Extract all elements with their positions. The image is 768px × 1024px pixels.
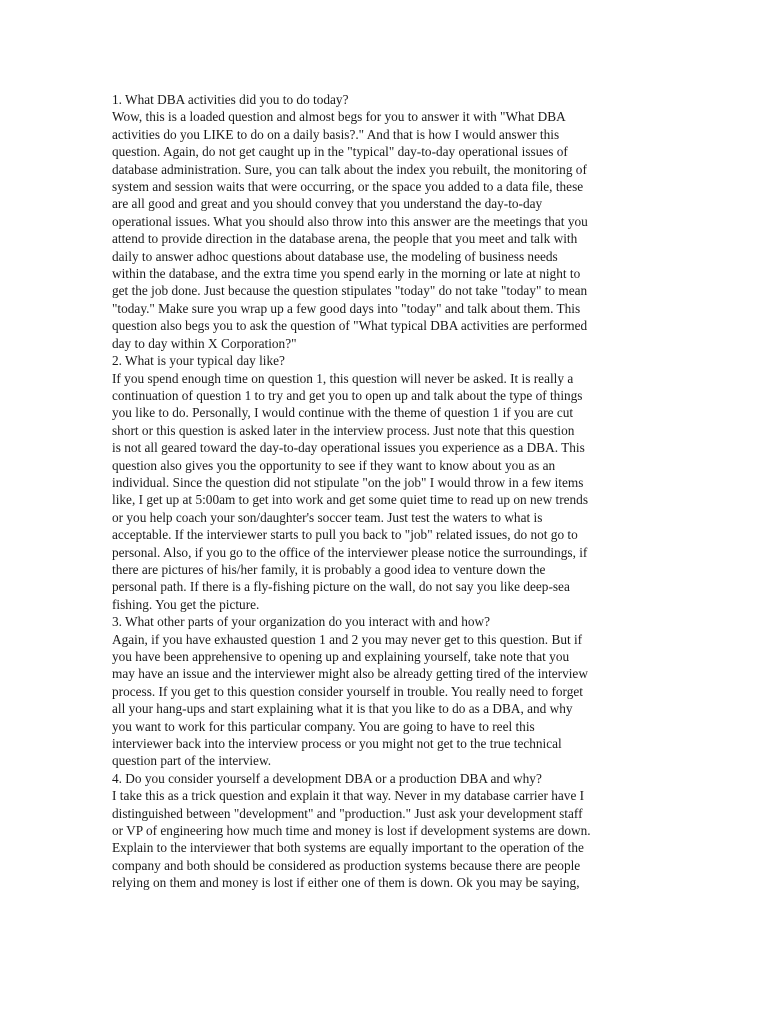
document-body [112, 91, 672, 892]
text-line: you want to work for this particular company. You are going to have to reel this [112, 718, 535, 734]
text-line: relying on them and money is lost if either one of them is down. Ok you may be saying, [112, 875, 580, 891]
text-line: 2. What is your typical day like? [112, 353, 285, 369]
text-line: are all good and great and you should convey that you understand the day-to-day [112, 196, 543, 212]
text-line: day to day within X Corporation?" [112, 335, 297, 351]
text-line: company and both should be considered as production systems because there are people [112, 857, 581, 873]
text-line: operational issues. What you should also throw into this answer are the meetings that you [112, 213, 588, 229]
text-line: question. Again, do not get caught up in the "typical" day-to-day operational issues of [112, 144, 568, 160]
text-line: Wow, this is a loaded question and almost begs for you to answer it with "What DBA [112, 109, 566, 125]
text-line: within the database, and the extra time you spend early in the morning or late at night to [112, 266, 581, 282]
text-line: may have an issue and the interviewer might also be already getting tired of the interview [112, 666, 588, 682]
text-line: you have been apprehensive to opening up and explaining yourself, take note that you [112, 649, 570, 664]
text-line: 4. Do you consider yourself a development DBA or a production DBA and why? [112, 770, 542, 786]
text-line: daily to answer adhoc questions about database use, the modeling of business needs [112, 248, 558, 264]
text-line: If you spend enough time on question 1, this question will never be asked. It is really a [112, 370, 574, 386]
text-line: attend to provide direction in the database arena, the people that you meet and talk with [112, 231, 578, 247]
text-line: is not all geared toward the day-to-day operational issues you experience as a DBA. This [112, 440, 585, 456]
text-line: short or this question is asked later in the interview process. Just note that this question [112, 422, 575, 438]
text-line: distinguished between "development" and "production." Just ask your development staff [112, 805, 583, 821]
text-line: get the job done. Just because the question stipulates "today" do not take "today" to mean [112, 283, 588, 299]
text-line: fishing. You get the picture. [112, 596, 260, 612]
text-line: process. If you get to this question consider yourself in trouble. You really need to forget [112, 683, 583, 699]
text-line: individual. Since the question did not stipulate "on the job" I would throw in a few items [112, 474, 584, 490]
text-line: 1. What DBA activities did you to do today? [112, 92, 349, 107]
text-line: personal. Also, if you go to the office of the interviewer please notice the surroundings, if [112, 544, 588, 560]
text-line: all your hang-ups and start explaining what it is that you like to do as a DBA, and why [112, 701, 573, 717]
text-line: there are pictures of his/her family, it is probably a good idea to venture down the [112, 561, 546, 577]
text-line: question part of the interview. [112, 753, 272, 769]
text-line: Explain to the interviewer that both systems are equally important to the operation of the [112, 840, 584, 856]
text-line: 3. What other parts of your organization do you interact with and how? [112, 614, 491, 630]
text-line: or VP of engineering how much time and money is lost if development systems are down. [112, 823, 591, 839]
text-line: like, I get up at 5:00am to get into work and get some quiet time to read up on new trends [112, 492, 588, 508]
text-line: Again, if you have exhausted question 1 and 2 you may never get to this question. But if [112, 631, 583, 647]
text-line: activities do you LIKE to do on a daily basis?." And that is how I would answer this [112, 126, 560, 142]
text-line: question also begs you to ask the question of "What typical DBA activities are performed [112, 318, 588, 334]
text-line: system and session waits that were occurring, or the space you added to a data file, these [112, 179, 584, 195]
text-line: I take this as a trick question and explain it that way. Never in my database carrier have I [112, 788, 585, 804]
text-line: database administration. Sure, you can talk about the index you rebuilt, the monitoring of [112, 161, 587, 177]
text-line: interviewer back into the interview process or you might not get to the true technical [112, 736, 562, 752]
text-line: question also gives you the opportunity to see if they want to know about you as an [112, 457, 556, 473]
text-line: "today." Make sure you wrap up a few good days into "today" and talk about them. This [112, 300, 581, 316]
text-line: continuation of question 1 to try and get you to open up and talk about the type of things [112, 387, 583, 403]
text-line: or you help coach your son/daughter's soccer team. Just test the waters to what is [112, 509, 543, 525]
text-line: personal path. If there is a fly-fishing picture on the wall, do not say you like deep-sea [112, 579, 570, 595]
text-line: acceptable. If the interviewer starts to pull you back to "job" related issues, do not go to [112, 527, 578, 543]
text-line: you like to do. Personally, I would continue with the theme of question 1 if you are cut [112, 405, 574, 421]
